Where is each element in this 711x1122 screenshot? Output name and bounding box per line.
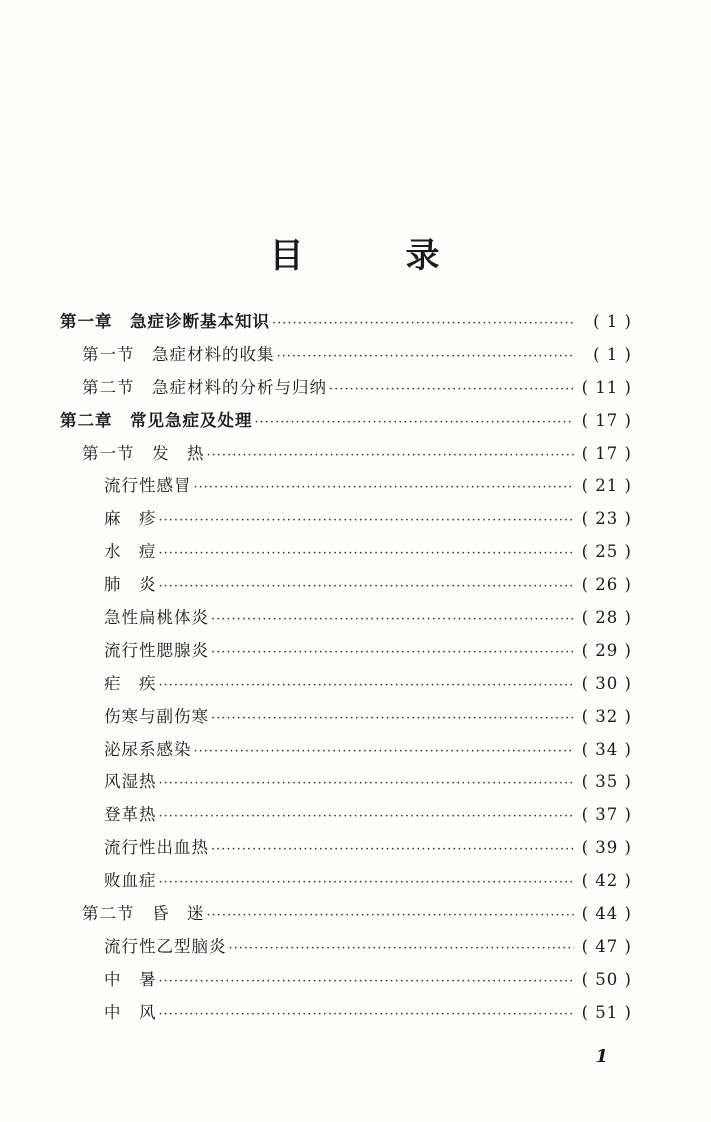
dot-leader [194, 744, 575, 759]
toc-item[interactable] [60, 933, 632, 966]
dot-leader [159, 776, 575, 791]
toc-chapter[interactable] [60, 407, 632, 440]
dot-leader [277, 349, 575, 364]
toc-entry-label: 第二章 常见急症及处理 [60, 410, 253, 430]
toc-entry-page: ( 47 ) [581, 936, 632, 956]
dot-leader [211, 842, 574, 857]
dot-leader [272, 316, 574, 331]
toc-entry-label: 中 暑 [104, 969, 157, 989]
toc-entry-label: 麻 疹 [104, 509, 157, 529]
dot-leader [207, 448, 575, 463]
toc-entry-label: 第一节 急症材料的收集 [82, 344, 275, 364]
toc-entry-page: ( 1 ) [593, 312, 632, 331]
dot-leader [211, 711, 574, 726]
toc-entry-label: 第二节 急症材料的分析与归纳 [82, 377, 327, 397]
toc-entry-label: 泌尿系感染 [104, 739, 192, 759]
toc-item[interactable] [60, 834, 632, 867]
toc-entry-label: 败血症 [104, 871, 157, 891]
toc-item[interactable] [60, 999, 632, 1032]
table-of-contents [60, 308, 632, 1032]
dot-leader [194, 480, 575, 495]
toc-entry-label: 中 风 [104, 1002, 157, 1022]
toc-entry-label: 流行性乙型脑炎 [104, 936, 227, 956]
toc-entry-page: ( 21 ) [581, 476, 632, 496]
dot-leader [229, 941, 575, 956]
toc-entry-label: 流行性感冒 [104, 476, 192, 496]
toc-chapter[interactable] [60, 308, 632, 341]
toc-entry-page: ( 23 ) [581, 509, 632, 529]
title-char-left: 目 [269, 236, 306, 276]
toc-entry-page: ( 39 ) [581, 838, 632, 858]
dot-leader [159, 875, 575, 890]
toc-entry-page: ( 17 ) [581, 410, 632, 430]
dot-leader [211, 645, 574, 660]
toc-item[interactable] [60, 670, 632, 703]
toc-item[interactable] [60, 472, 632, 505]
page-title [0, 228, 711, 277]
toc-item[interactable] [60, 538, 632, 571]
toc-entry-page: ( 42 ) [581, 871, 632, 891]
toc-entry-page: ( 50 ) [581, 969, 632, 989]
toc-entry-page: ( 17 ) [581, 443, 632, 463]
toc-entry-page: ( 11 ) [581, 377, 632, 397]
toc-entry-page: ( 35 ) [581, 772, 632, 792]
toc-entry-page: ( 1 ) [593, 344, 632, 364]
toc-section[interactable] [60, 900, 632, 933]
toc-entry-label: 第一节 发 热 [82, 443, 205, 463]
toc-item[interactable] [60, 637, 632, 670]
toc-section[interactable] [60, 341, 632, 374]
toc-entry-label: 第二节 昏 迷 [82, 904, 205, 924]
dot-leader [159, 546, 575, 561]
dot-leader [159, 513, 575, 528]
dot-leader [159, 809, 575, 824]
dot-leader [211, 612, 574, 627]
toc-entry-label: 流行性出血热 [104, 838, 209, 858]
dot-leader [159, 974, 575, 989]
toc-entry-page: ( 37 ) [581, 805, 632, 825]
toc-section[interactable] [60, 374, 632, 407]
dot-leader [255, 415, 575, 430]
toc-entry-label: 伤寒与副伤寒 [104, 706, 209, 726]
dot-leader [159, 579, 575, 594]
toc-entry-label: 第一章 急症诊断基本知识 [60, 312, 270, 331]
toc-entry-page: ( 28 ) [581, 608, 632, 628]
page-number: 1 [595, 1046, 608, 1067]
toc-entry-page: ( 29 ) [581, 640, 632, 660]
toc-entry-label: 风湿热 [104, 772, 157, 792]
toc-entry-label: 流行性腮腺炎 [104, 640, 209, 660]
toc-item[interactable] [60, 703, 632, 736]
title-char-right: 录 [405, 236, 442, 276]
toc-entry-page: ( 26 ) [581, 575, 632, 595]
toc-item[interactable] [60, 571, 632, 604]
toc-item[interactable] [60, 736, 632, 769]
dot-leader [159, 1007, 575, 1022]
toc-entry-label: 水 痘 [104, 542, 157, 562]
dot-leader [159, 678, 575, 693]
toc-item[interactable] [60, 768, 632, 801]
toc-entry-label: 急性扁桃体炎 [104, 608, 209, 628]
toc-section[interactable] [60, 440, 632, 473]
dot-leader [329, 382, 574, 397]
dot-leader [207, 908, 575, 923]
toc-item[interactable] [60, 505, 632, 538]
toc-entry-page: ( 25 ) [581, 542, 632, 562]
toc-item[interactable] [60, 801, 632, 834]
toc-entry-label: 疟 疾 [104, 673, 157, 693]
toc-entry-label: 肺 炎 [104, 575, 157, 595]
toc-item[interactable] [60, 604, 632, 637]
toc-entry-page: ( 51 ) [581, 1002, 632, 1022]
toc-entry-page: ( 32 ) [581, 706, 632, 726]
toc-item[interactable] [60, 867, 632, 900]
toc-entry-page: ( 34 ) [581, 739, 632, 759]
toc-entry-page: ( 44 ) [581, 904, 632, 924]
toc-entry-page: ( 30 ) [581, 673, 632, 693]
toc-item[interactable] [60, 966, 632, 999]
toc-entry-label: 登革热 [104, 805, 157, 825]
